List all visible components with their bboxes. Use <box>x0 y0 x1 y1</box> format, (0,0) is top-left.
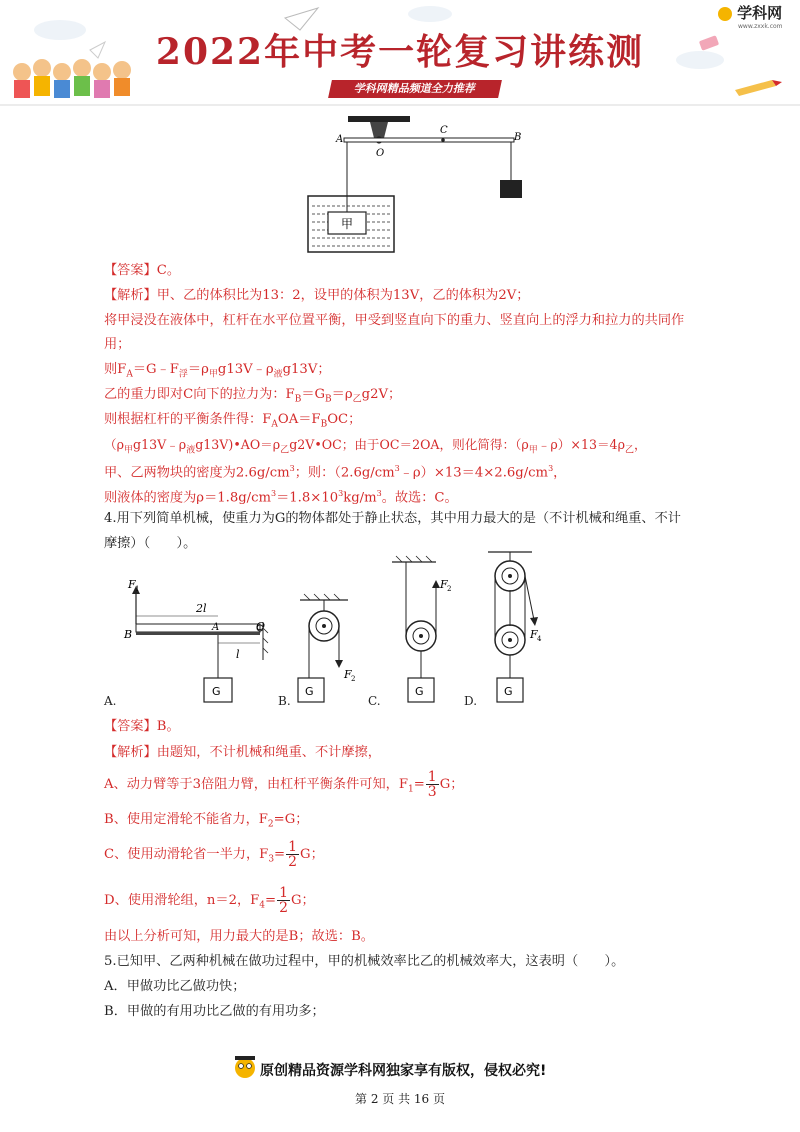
q3-analysis-4: 则$F_A=G﹣F_浮=\rho_甲g13V﹣\rho_液g13V$； <box>104 362 331 380</box>
svg-text:G: G <box>504 685 513 698</box>
q4-conclusion: 由以上分析可知，用力最大的是B；故选：B。 <box>104 929 374 944</box>
header-title: 2022年中考一轮复习讲练测 <box>155 31 645 73</box>
svg-text:2: 2 <box>447 585 452 593</box>
q3-answer: 【答案】C。 <box>104 263 181 278</box>
svg-text:2l: 2l <box>196 602 207 615</box>
q3-analysis-5: 乙的重力即对C向下的拉力为：$F_B=G_B=\rho_乙g2V$； <box>104 387 402 405</box>
svg-text:F: F <box>344 668 352 681</box>
q5-option-a: A．甲做功比乙做功快； <box>104 979 246 994</box>
q3-analysis-9: 则液体的密度为$\rho=1.8g/cm^3=1.8\times 10^3kg/m^3$。故选：C。 <box>104 489 458 506</box>
q3-analysis-2: 将甲浸没在液体中，杠杆在水平位置平衡，甲受到竖直向下的重力、竖直向上的浮力和拉力的共同作 <box>104 313 685 328</box>
q3-analysis-7: $(\rho_甲g13V﹣\rho_液g13V)•AO=\rho_乙g2V•OC$；由于OC＝2OA，则化简得：$(\rho_甲﹣\rho)\times 13=4\rho_乙$， <box>104 437 647 456</box>
q4-analysis-intro: 【解析】由题知，不计机械和绳重、不计摩擦， <box>104 745 381 760</box>
site-logo[interactable] <box>718 2 783 30</box>
q3-analysis-6: 则根据杠杆的平衡条件得：$F_AOA=F_BOC$； <box>104 412 362 430</box>
logo-icon <box>718 7 732 21</box>
label-A: A <box>336 134 344 145</box>
option-c-figure <box>392 556 451 702</box>
option-c-label: C. <box>368 694 381 708</box>
q5-stem: 5.已知甲、乙两种机械在做功过程中，甲的机械效率比乙的机械效率大，这表明（ ）。 <box>104 954 625 969</box>
page-header <box>0 0 800 108</box>
option-a-figure <box>123 578 268 702</box>
svg-text:4: 4 <box>537 635 542 643</box>
svg-text:2: 2 <box>351 675 356 683</box>
q3-analysis-3: 用； <box>104 337 131 352</box>
label-O: O <box>376 148 385 159</box>
q4-answer: 【答案】B。 <box>104 719 180 734</box>
svg-text:G: G <box>415 685 424 698</box>
q4-analysis-a: A、动力臂等于3倍阻力臂，由杠杆平衡条件可知，$F_1=$ $\frac{1}{3}$ G； <box>104 769 464 800</box>
svg-text:F: F <box>530 628 538 641</box>
q4-analysis-d: D、使用滑轮组，n＝2，$F_4=$ $\frac{1}{2}$ G； <box>104 885 315 916</box>
svg-text:F: F <box>128 578 136 591</box>
q3-analysis-1: 【解析】甲、乙的体积比为13：2，设甲的体积为13V，乙的体积为2V； <box>104 288 530 303</box>
option-d-figure <box>488 552 542 702</box>
page-number: 第 2 页 共 16 页 <box>355 1092 445 1106</box>
kids-illustration <box>13 59 131 98</box>
label-B: B <box>514 132 522 143</box>
svg-text:A: A <box>212 622 220 633</box>
lever-figure <box>300 116 540 258</box>
svg-text:G: G <box>212 685 221 698</box>
option-b-figure <box>298 594 355 702</box>
svg-text:B: B <box>124 628 133 641</box>
q4-analysis-c: C、使用动滑轮省一半力，$F_3=$ $\frac{1}{2}$ G； <box>104 839 324 870</box>
q4-stem-1: 4.用下列简单机械，使重力为G的物体都处于静止状态，其中用力最大的是（不计机械和绳重、不计 <box>104 511 681 526</box>
copyright-notice: 原创精品资源学科网独家享有版权，侵权必究! <box>260 1063 547 1079</box>
q3-analysis-8: 甲、乙两物块的密度为$2.6g/cm^3$；则：$(2.6g/cm^3﹣\rho)\times 13=4\times 2.6g/cm^3$， <box>104 464 567 481</box>
svg-text:1: 1 <box>135 585 140 593</box>
svg-text:F: F <box>440 578 448 591</box>
q4-stem-2: 摩擦）（ ）。 <box>104 536 197 551</box>
option-d-label: D. <box>464 694 478 708</box>
label-jia: 甲 <box>341 217 354 231</box>
option-a-label: A. <box>104 694 117 708</box>
q4-analysis-b: B、使用定滑轮不能省力，$F_2=G$； <box>104 812 309 830</box>
q4-figures <box>100 548 540 708</box>
option-b-label: B. <box>278 694 291 708</box>
header-banner: 学科网精品频道全力推荐 <box>328 80 502 98</box>
logo-text: 学科网 <box>737 4 783 22</box>
footer-mascot-icon <box>232 1054 258 1080</box>
svg-text:l: l <box>236 648 240 661</box>
svg-text:O: O <box>256 620 266 633</box>
label-C: C <box>440 125 448 136</box>
svg-text:G: G <box>305 685 314 698</box>
q5-option-b: B．甲做的有用功比乙做的有用功多； <box>104 1004 325 1019</box>
logo-url: www.zxxk.com <box>738 23 783 30</box>
